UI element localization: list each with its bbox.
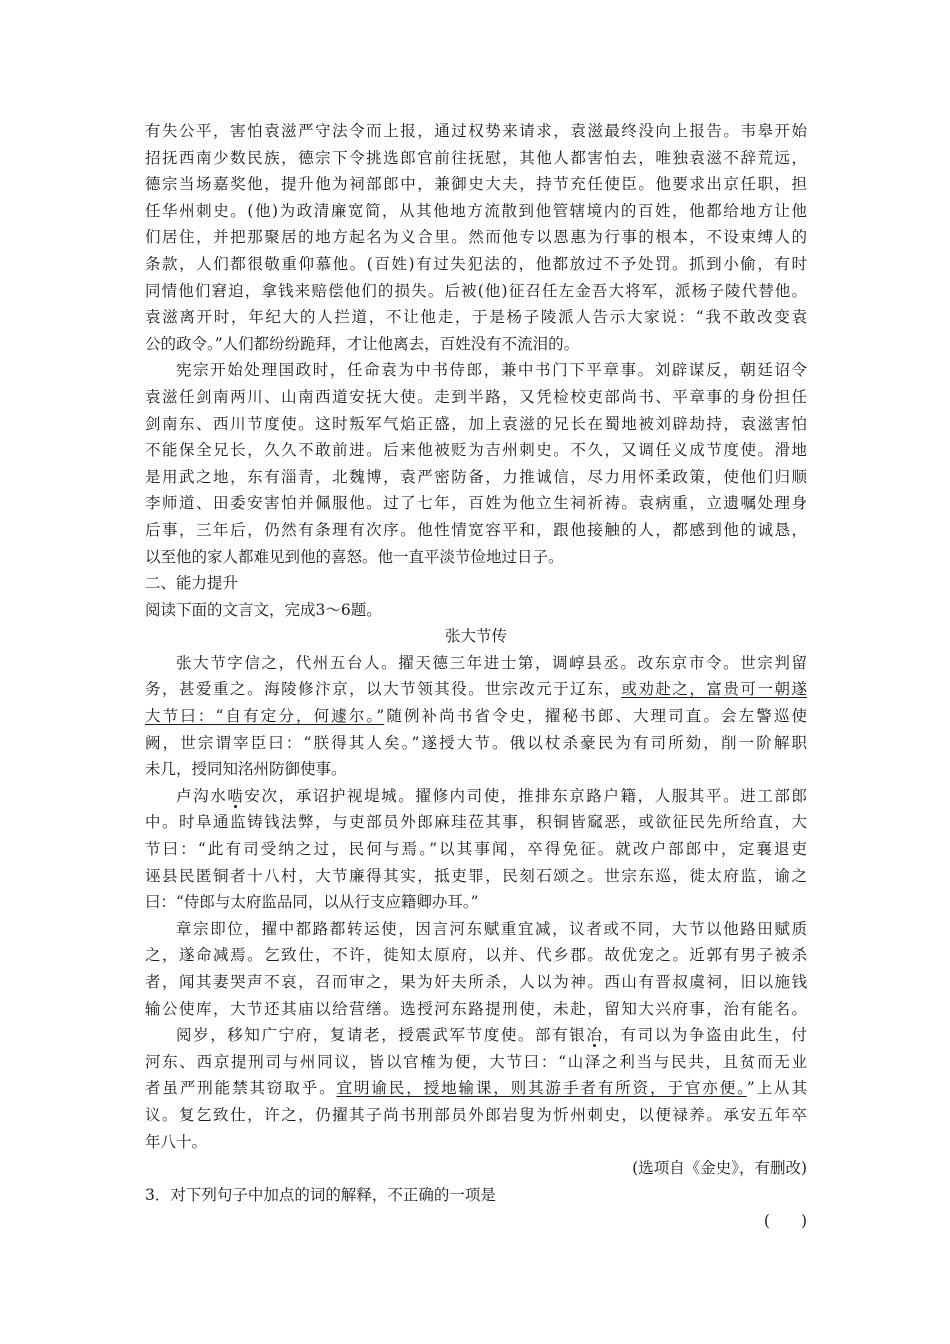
section-heading: 二、能力提升 bbox=[145, 574, 239, 593]
text-line: 袁滋任剑南两川、山南西道安抚大使。走到半路，又凭检校吏部尚书、平章事的身份担任 bbox=[145, 387, 807, 406]
text-line: 宪宗开始处理国政时，任命袁为中书侍郎，兼中书门下平章事。刘辟谋反，朝廷诏令 bbox=[176, 361, 807, 380]
text-segment: 安次，承诏护视堤城。擢修内司使，推排东京路户籍，人服其平。进工部郎 bbox=[244, 786, 807, 805]
text-line: 阙，世宗谓宰臣曰：“朕得其人矣。”遂授大节。俄以杖杀豪民为有司所劾，削一阶解职 bbox=[145, 733, 807, 752]
underlined-sentence: 宜明谕民，授地输课，则其游手者有所资，于官亦便。 bbox=[336, 1079, 747, 1098]
text-line: 德宗当场嘉奖他，提升他为祠部郎中，兼御史大夫，持节充任使臣。他要求出京任职，担 bbox=[145, 175, 807, 194]
dotted-word: 啮 bbox=[227, 786, 245, 805]
classical-paragraph-4 bbox=[145, 1022, 807, 1155]
text-line bbox=[145, 676, 807, 703]
text-line bbox=[145, 1075, 807, 1102]
text-line: 之，遂命减焉。乞致仕，不许，徙知太原府，以并、代乡郡。故优宠之。近郭有男子被杀 bbox=[145, 946, 807, 965]
instruction-text: 阅读下面的文言文，完成3～6题。 bbox=[145, 600, 382, 619]
text-line: 剑南东、西川节度使。这时叛军气焰正盛，加上袁滋的兄长在蜀地被刘辟劫持，袁滋害怕 bbox=[145, 414, 807, 433]
text-line: 们居住，并把那聚居的地方起名为义合里。然而他专以恩惠为行事的根本，不设束缚人的 bbox=[145, 228, 807, 247]
article-title: 张大节传 bbox=[444, 627, 507, 646]
classical-paragraph-2 bbox=[145, 783, 807, 916]
text-line: 章宗即位，擢中都路都转运使，因言河东赋重宜减，议者或不同，大节以他路田赋质 bbox=[176, 919, 807, 938]
text-line: 诬县民匿铜者十八村，大节廉得其实，抵吏罪，民刻石颂之。世宗东巡，徙太府监，谕之 bbox=[145, 866, 807, 885]
text-segment: 者虽严刑能禁其窃取乎。 bbox=[145, 1079, 337, 1098]
underlined-sentence: 大节曰：“自有定分，何遽尔。” bbox=[145, 707, 385, 726]
text-line: 任华州刺史。(他)为政清廉宽简，从其他地方流散到他管辖境内的百姓，他都给地方让他 bbox=[145, 201, 807, 220]
text-segment: 务，甚爱重之。海陵修汴京，以大节领其役。世宗改元于辽东， bbox=[145, 680, 622, 699]
text-line: 条款，人们都很敬重仰慕他。(百姓)有过失犯法的，他都放过不予处罚。抓到小偷，有时 bbox=[145, 254, 807, 273]
document-page bbox=[145, 118, 807, 1235]
text-line: 曰：“侍郎与太府监品同，以从行支应籍卿办耳。” bbox=[145, 893, 479, 912]
text-line bbox=[145, 703, 807, 730]
classical-paragraph-1 bbox=[145, 650, 807, 783]
source-citation: (选项自《金史》，有删改) bbox=[632, 1159, 807, 1178]
dotted-word: 冶 bbox=[586, 1026, 604, 1045]
text-line: 袁滋离开时，年纪大的人拦道，不让他走，于是杨子陵派人告示大家说：“我不敢改变袁 bbox=[145, 308, 807, 327]
text-line: 者，闻其妻哭声不哀，召而审之，果为奸夫所杀，人以为神。西山有晋叔虞祠，旧以施钱 bbox=[145, 973, 807, 991]
text-line: 李师道、田委安害怕并佩服他。过了七年，百姓为他立生祠祈祷。袁病重，立遗嘱处理身 bbox=[145, 494, 807, 513]
text-line: 节曰：“此有司受纳之过，民何与焉。”以其事闻，卒得免征。就改户部郎中，定襄退吏 bbox=[145, 840, 807, 859]
passage-translation-1 bbox=[145, 118, 807, 357]
text-line: 张大节字信之，代州五台人。擢天德三年进士第，调崞县丞。改东京市令。世宗判留 bbox=[176, 653, 807, 672]
text-segment: 随例补尚书省令史，擢秘书郎、大理司直。会左警巡使 bbox=[384, 707, 807, 726]
text-segment: 阅岁，移知广宁府，复请老，授震武军节度使。部有银 bbox=[176, 1026, 587, 1045]
answer-brackets: ( ) bbox=[763, 1212, 807, 1231]
text-line: 后事，三年后，仍然有条理有次序。他性情宽容平和，跟他接触的人，都感到他的诚恳， bbox=[145, 520, 807, 539]
text-line: 有失公平，害怕袁滋严守法令而上报，通过权势来请求，袁滋最终没向上报告。韦皋开始 bbox=[145, 122, 807, 140]
underlined-sentence: 或劝赴之，富贵可一朝遂 bbox=[621, 680, 807, 699]
text-segment: ”上从其 bbox=[746, 1079, 807, 1098]
text-line: 河东、西京提刑司与州同议，皆以官榷为便，大节曰：“山泽之利当与民共，且贫而无业 bbox=[145, 1052, 807, 1071]
text-line: 议。复乞致仕，许之，仍擢其子尚书刑部员外郎岩叟为忻州刺史，以便禄养。承安五年卒 bbox=[145, 1105, 807, 1124]
text-segment: 卢沟水 bbox=[176, 786, 228, 805]
text-line bbox=[145, 783, 807, 810]
text-line: 是用武之地，东有淄青，北魏博，袁严密防备，力推诚信，尽力用怀柔政策，使他们归顺 bbox=[145, 467, 807, 486]
text-line bbox=[145, 1022, 807, 1049]
text-line: 以至他的家人都难见到他的喜怒。他一直平淡节俭地过日子。 bbox=[145, 547, 564, 566]
passage-translation-2 bbox=[145, 357, 807, 570]
text-line: 年八十。 bbox=[145, 1132, 208, 1151]
text-line: 公的政令。”人们都纷纷跪拜，才让他离去，百姓没有不流泪的。 bbox=[145, 334, 580, 353]
classical-paragraph-3 bbox=[145, 916, 807, 1022]
question-3: 3．对下列句子中加点的词的解释，不正确的一项是 bbox=[145, 1185, 496, 1204]
text-line: 输公使库，大节还其庙以给营缮。选授河东路提刑使，未赴，留知大兴府事，治有能名。 bbox=[145, 999, 807, 1018]
text-line: 中。时阜通监铸钱法弊，与吏部员外郎麻珪莅其事，积铜皆窳恶，或欲征民先所给直，大 bbox=[145, 813, 807, 832]
text-line: 同情他们窘迫，拿钱来赔偿他们的损失。后被(他)征召任左金吾大将军，派杨子陵代替他。 bbox=[145, 281, 807, 300]
text-segment: ，有司以为争盗由此生，付 bbox=[603, 1026, 807, 1045]
text-line: 未几，授同知洺州防御使事。 bbox=[145, 760, 347, 779]
text-line: 招抚西南少数民族，德宗下令挑选郎官前往抚慰，其他人都害怕去，唯独袁滋不辞荒远， bbox=[145, 148, 807, 167]
text-line: 不能保全兄长，久久不敢前进。后来他被贬为吉州刺史。不久，又调任义成节度使。滑地 bbox=[145, 441, 807, 460]
